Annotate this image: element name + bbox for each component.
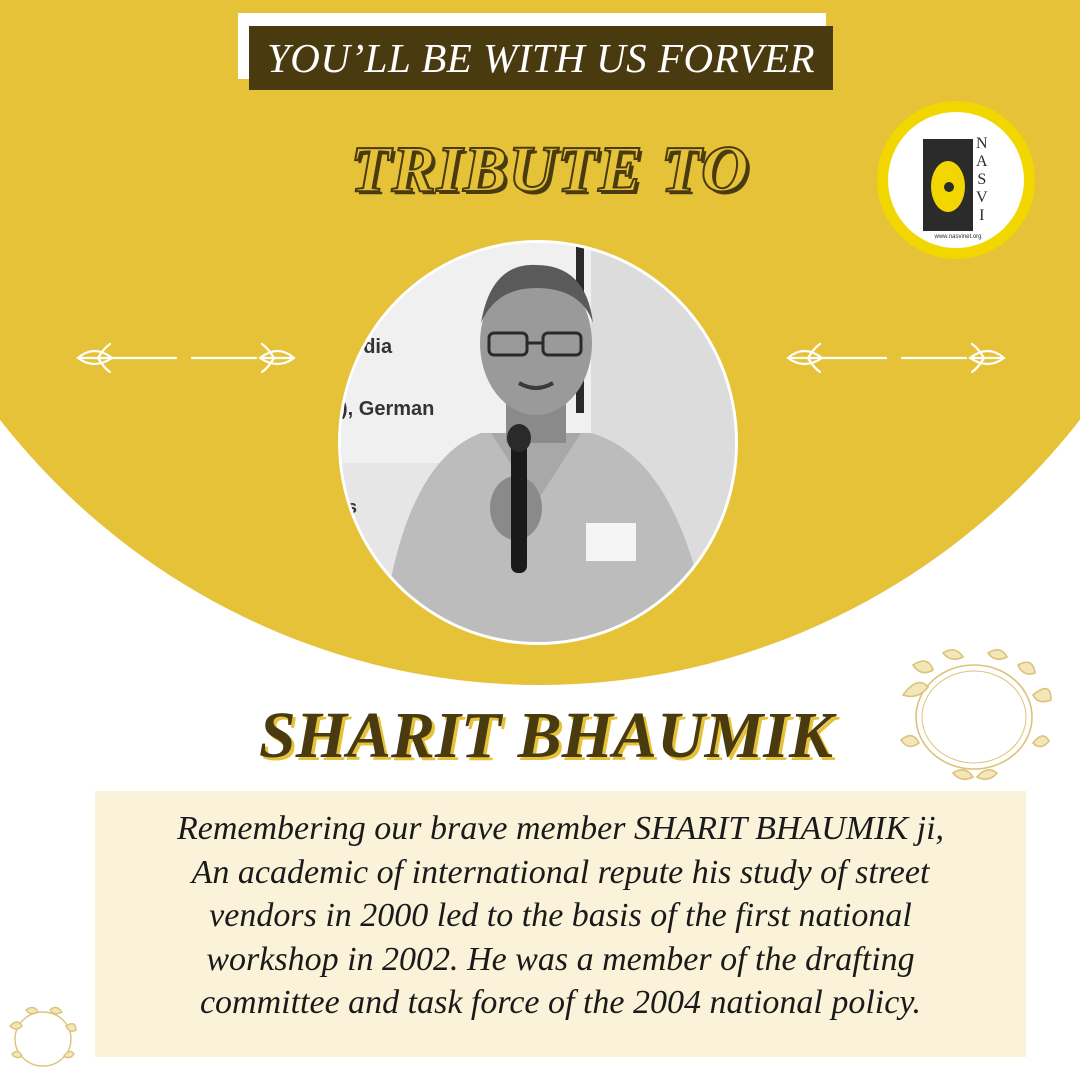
logo-url: www.nasvinet.org: [934, 234, 982, 240]
board-text-2: ), German: [341, 398, 435, 420]
wheel-hub: [944, 182, 954, 192]
board-text-3: s: [347, 497, 358, 517]
description-panel: [95, 791, 1026, 1057]
nasvi-logo-icon: [877, 101, 1035, 259]
portrait-illustration: [341, 243, 735, 642]
logo-letter: I: [979, 207, 985, 224]
description-line: An academic of international repute his study of street: [191, 853, 930, 891]
board-text-1: ndia: [351, 336, 393, 358]
description-line: committee and task force of the 2004 national policy.: [199, 984, 922, 1021]
wheel-icon: [929, 159, 967, 214]
portrait-photo: [341, 243, 735, 642]
tagline-banner: [249, 26, 833, 90]
logo-letter: V: [976, 189, 988, 206]
laurel-wreath-icon: [6, 1004, 80, 1074]
logo-letter: N: [976, 135, 988, 152]
honoree-name: SHARIT BHAUMIK: [258, 699, 834, 772]
logo-letter: S: [977, 171, 987, 188]
logo-letter: A: [976, 153, 988, 170]
portrait-frame: [338, 240, 738, 645]
logo-emblem: [923, 139, 973, 231]
description-line: workshop in 2002. He was a member of the drafting: [206, 940, 915, 978]
description-text: [95, 807, 1026, 1025]
tagline-text: YOU’LL BE WITH US FORVER: [266, 35, 816, 81]
leaf-divider-icon: [786, 336, 1006, 380]
logo-inner: [888, 112, 1024, 248]
leaf-divider-icon: [76, 336, 296, 380]
tribute-heading: TRIBUTE TO: [350, 133, 750, 206]
description-line: vendors in 2000 led to the basis of the first national: [209, 897, 912, 934]
logo-letters: [976, 135, 988, 225]
description-line: Remembering our brave member SHARIT BHAUMIK ji,: [176, 810, 945, 847]
laurel-wreath-icon: [893, 645, 1055, 785]
